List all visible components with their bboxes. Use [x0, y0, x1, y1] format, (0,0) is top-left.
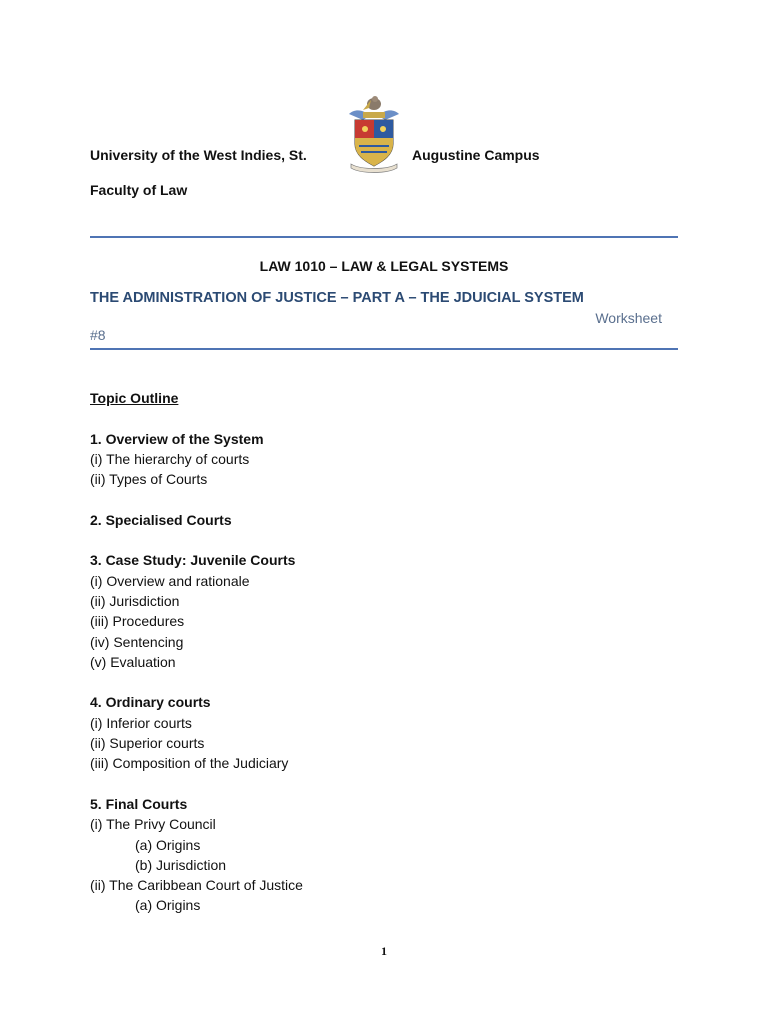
worksheet-label: Worksheet — [595, 310, 662, 326]
outline-item: (i) The Privy Council — [90, 816, 216, 833]
document-subtitle: THE ADMINISTRATION OF JUSTICE – PART A – THE JDUICIAL SYSTEM — [90, 290, 584, 306]
outline-item: (iii) Composition of the Judiciary — [90, 755, 289, 772]
outline-item: (ii) Jurisdiction — [90, 592, 180, 609]
page-number: 1 — [381, 944, 387, 958]
university-crest-icon — [341, 90, 407, 174]
section-heading: 3. Case Study: Juvenile Courts — [90, 552, 296, 569]
topic-outline — [90, 388, 680, 916]
outline-item: (i) Overview and rationale — [90, 572, 250, 589]
outline-item: (v) Evaluation — [90, 653, 176, 670]
outline-item: (iv) Sentencing — [90, 633, 184, 650]
outline-item: (i) Inferior courts — [90, 714, 192, 731]
university-name-right: Augustine Campus — [412, 147, 540, 163]
header-rule-bottom — [90, 348, 678, 350]
section-heading: 4. Ordinary courts — [90, 694, 211, 711]
section-heading: 2. Specialised Courts — [90, 511, 232, 528]
outline-item: (ii) Superior courts — [90, 735, 205, 752]
worksheet-number: #8 — [90, 327, 106, 343]
outline-title: Topic Outline — [90, 390, 179, 406]
outline-item: (i) The hierarchy of courts — [90, 450, 250, 467]
outline-item: (iii) Procedures — [90, 613, 185, 630]
course-title: LAW 1010 – LAW & LEGAL SYSTEMS — [259, 258, 509, 274]
outline-item: (ii) The Caribbean Court of Justice — [90, 877, 303, 894]
header-rule-top — [90, 236, 678, 238]
university-name-left: University of the West Indies, St. — [90, 147, 307, 163]
outline-subitem: (a) Origins — [135, 836, 201, 853]
outline-item: (ii) Types of Courts — [90, 471, 208, 488]
section-heading: 5. Final Courts — [90, 795, 188, 812]
faculty-name: Faculty of Law — [90, 182, 188, 198]
outline-subitem: (a) Origins — [135, 897, 201, 914]
outline-subitem: (b) Jurisdiction — [135, 856, 227, 873]
section-heading: 1. Overview of the System — [90, 430, 264, 447]
